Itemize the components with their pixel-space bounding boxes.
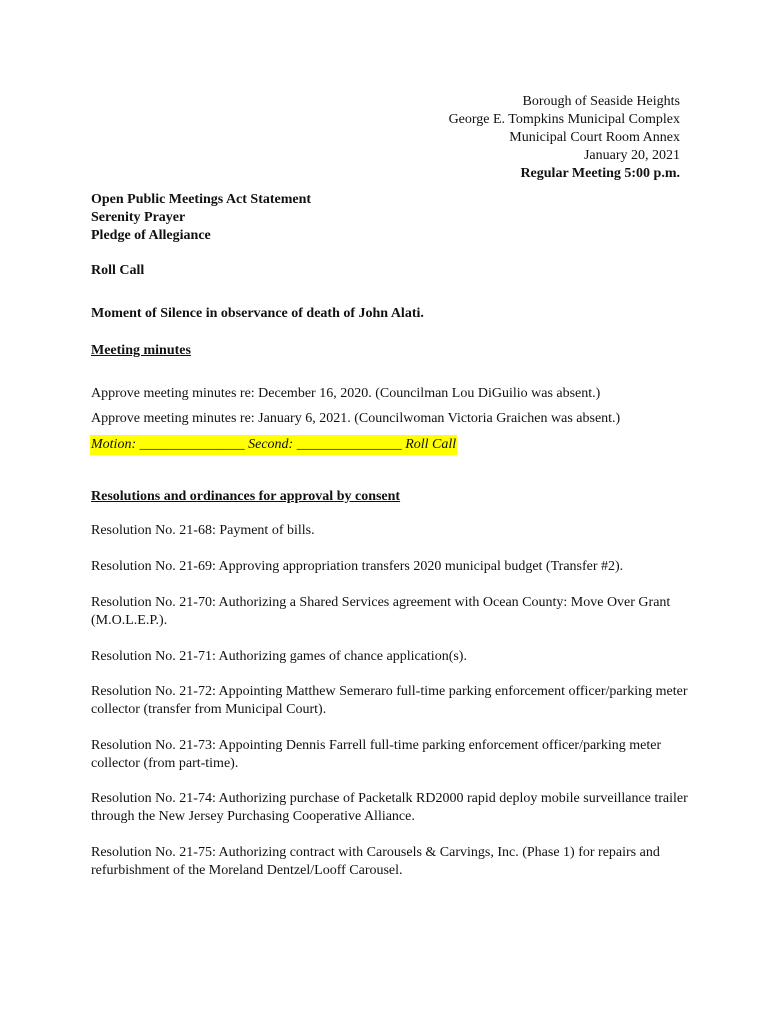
minutes-line-2: Approve meeting minutes re: January 6, 2021. (Councilwoman Victoria Graichen was absent.) xyxy=(91,411,621,426)
resolution-item: Resolution No. 21-69: Approving appropriation transfers 2020 municipal budget (Transfer #2). xyxy=(91,559,624,574)
resolutions-heading: Resolutions and ordinances for approval by consent xyxy=(91,489,401,504)
resolution-item: Resolution No. 21-70: Authorizing a Shared Services agreement with Ocean County: Move Over Grant (M.O.L.E.P.). xyxy=(91,595,671,628)
resolution-item: Resolution No. 21-73: Appointing Dennis Farrell full-time parking enforcement officer/parking meter collector (from part-time). xyxy=(91,738,662,771)
meeting-date: January 20, 2021 xyxy=(583,148,680,163)
resolution-item: Resolution No. 21-72: Appointing Matthew Semeraro full-time parking enforcement officer/parking meter collector (transfer from Municipal Court). xyxy=(91,684,688,717)
resolution-item: Resolution No. 21-68: Payment of bills. xyxy=(91,523,315,538)
meeting-title: Regular Meeting 5:00 p.m. xyxy=(520,166,680,181)
resolution-item: Resolution No. 21-75: Authorizing contract with Carousels & Carvings, Inc. (Phase 1) for repairs and refurbishment of the Moreland Dentzel/Looff Carousel. xyxy=(91,845,660,878)
resolution-item: Resolution No. 21-71: Authorizing games of chance application(s). xyxy=(91,649,467,664)
borough-name: Borough of Seaside Heights xyxy=(522,94,680,109)
minutes-line-1: Approve meeting minutes re: December 16, 2020. (Councilman Lou DiGuilio was absent.) xyxy=(91,386,601,401)
minutes-heading: Meeting minutes xyxy=(91,343,191,358)
serenity-prayer: Serenity Prayer xyxy=(91,210,186,225)
resolution-item: Resolution No. 21-74: Authorizing purchase of Packetalk RD2000 rapid deploy mobile surveillance trailer through the New Jersey Purchasing Cooperative Alliance. xyxy=(91,791,688,824)
roll-call: Roll Call xyxy=(91,263,145,278)
agenda-header xyxy=(449,93,680,183)
motion-line: Motion: _______________ Second: _______________ Roll Call xyxy=(90,435,457,455)
complex-name: George E. Tompkins Municipal Complex xyxy=(448,112,680,127)
moment-of-silence: Moment of Silence in observance of death of John Alati. xyxy=(91,306,424,321)
pledge-of-allegiance: Pledge of Allegiance xyxy=(91,228,211,243)
room-name: Municipal Court Room Annex xyxy=(509,130,680,145)
opma-statement: Open Public Meetings Act Statement xyxy=(91,192,312,207)
opening-items xyxy=(91,191,311,245)
